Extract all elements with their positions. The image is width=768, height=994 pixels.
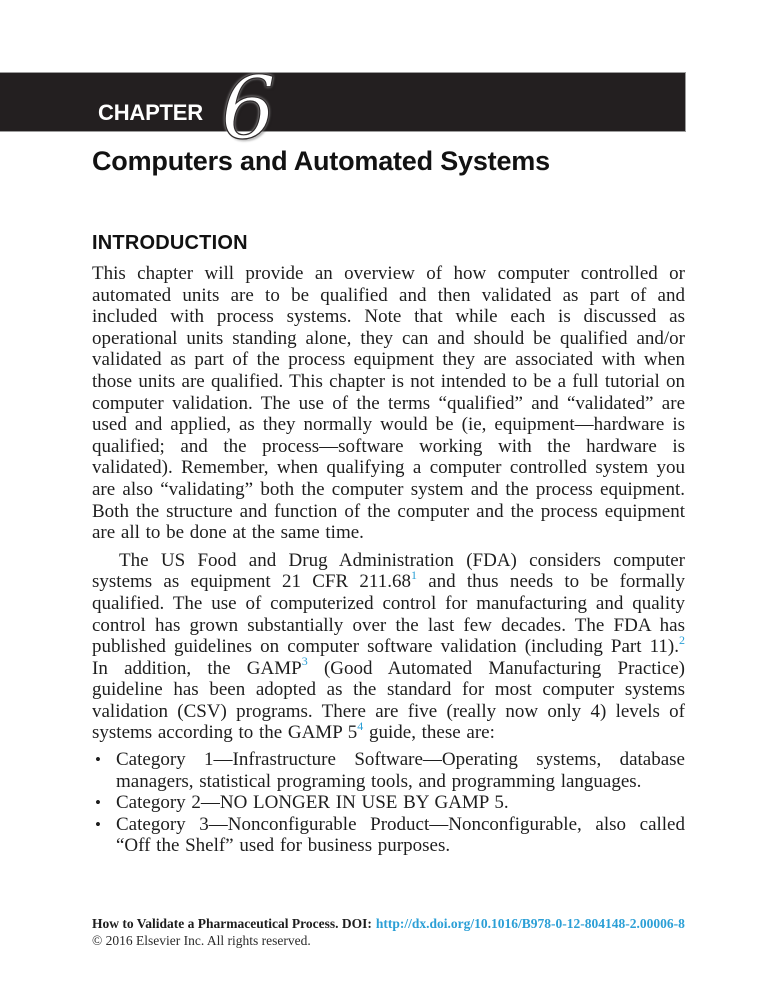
body-paragraph: This chapter will provide an overview of how computer controlled or automated units are to be qualified and then validated as part of and included with process systems. Note that while each is discussed as operational units standing alone, they can and should be qualified and/or validated as part of the process equipment they are associated with when those units are qualified. This chapter is not intended to be a full tutorial on computer validation. The use of the terms “qualified” and “validated” are used and applied, as they normally would be (ie, equipment—hardware is qualified; and the process—software working with the hardware is validated). Remember, when qualifying a computer controlled system you are also “validating” both the computer system and the process equipment. Both the structure and function of the computer and the process equipment are all to be done at the same time.: [92, 263, 685, 544]
category-list: [92, 749, 685, 857]
chapter-title: Computers and Automated Systems: [92, 146, 550, 176]
chapter-banner: [0, 59, 686, 159]
footnote-reference[interactable]: 2: [679, 632, 685, 647]
doi-link[interactable]: http://dx.doi.org/10.1016/B978-0-12-804148-2.00006-8: [375, 916, 685, 931]
footnote-reference[interactable]: 1: [410, 567, 417, 582]
chapter-number: 6: [221, 59, 276, 159]
page-footer: [92, 915, 692, 949]
category-list-item: • Category 3—Nonconfigurable Product—Nonconfigurable, also called “Off the Shelf” used for business purposes.: [92, 814, 685, 857]
copyright-notice: © 2016 Elsevier Inc. All rights reserved.: [92, 933, 311, 948]
footnote-reference[interactable]: 3: [301, 654, 308, 669]
paragraph-container: [92, 263, 685, 744]
section-heading-introduction: INTRODUCTION: [92, 232, 248, 254]
chapter-label: CHAPTER: [98, 100, 203, 125]
category-list-item: • Category 2—NO LONGER IN USE BY GAMP 5.: [92, 792, 685, 814]
chapter-content: [92, 233, 685, 857]
footnote-reference[interactable]: 4: [357, 719, 364, 734]
footer-citation-line: [92, 915, 692, 932]
category-list-item: • Category 1—Infrastructure Software—Operating systems, database managers, statistical programing tools, and programming languages.: [92, 749, 685, 792]
book-title-doi-label: How to Validate a Pharmaceutical Process. DOI:: [92, 916, 372, 931]
body-paragraph: The US Food and Drug Administration (FDA) considers computer systems as equipment 21 CFR 211.68$^1$ and thus needs to be formally qualified. The use of computerized control for manufacturing and quality control has grown substantially over the last few decades. The FDA has published guidelines on computer software validation (including Part 11).$^2$ In addition, the GAMP$^3$ (Good Automated Manufacturing Practice) guideline has been adopted as the standard for most computer systems validation (CSV) programs. There are five (really now only 4) levels of systems according to the GAMP 5$^4$ guide, these are:: [92, 549, 686, 744]
